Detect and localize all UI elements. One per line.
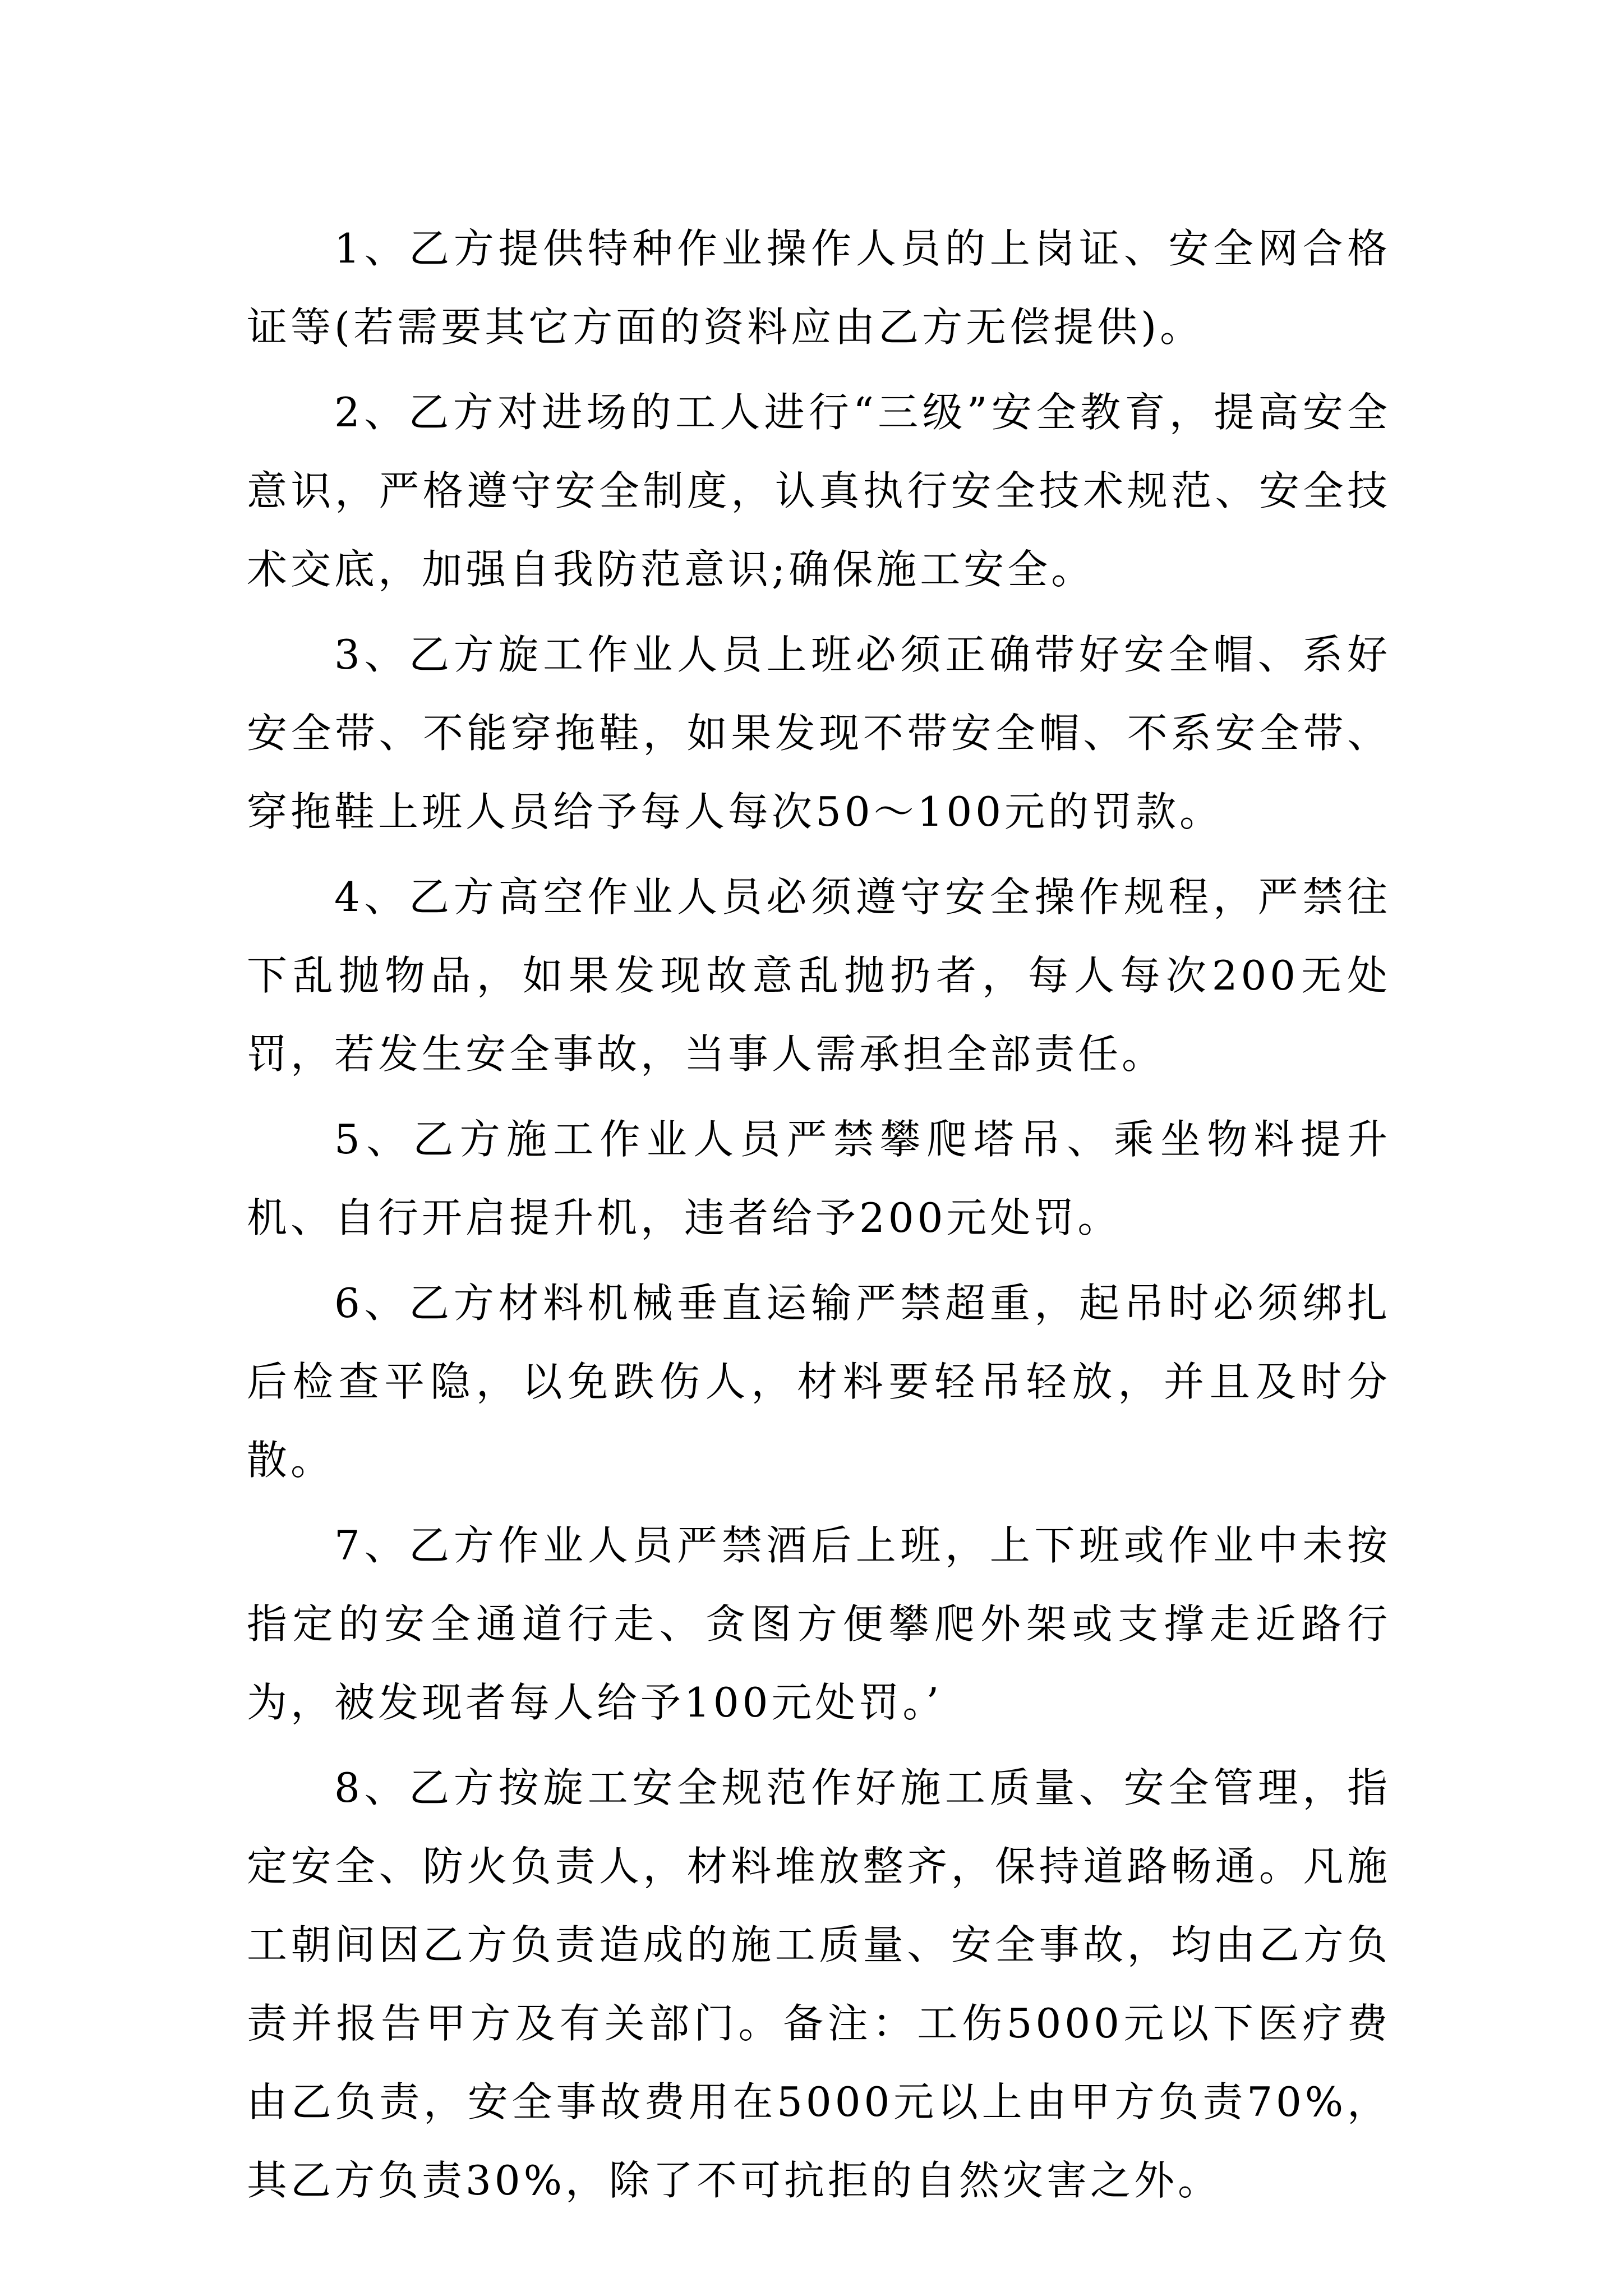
document-body bbox=[247, 209, 1391, 2220]
paragraph-1: 1、乙方提供特种作业操作人员的上岗证、安全网合格证等(若需要其它方面的资料应由乙方无偿提供)。 bbox=[247, 225, 1391, 351]
paragraph-5: 5、乙方施工作业人员严禁攀爬塔吊、乘坐物料提升机、自行开启提升机，违者给予200元处罚。 bbox=[247, 1116, 1391, 1241]
paragraph-4: 4、乙方高空作业人员必须遵守安全操作规程，严禁往下乱抛物品，如果发现故意乱抛扔者，每人每次200无处罚，若发生安全事故，当事人需承担全部责任。 bbox=[247, 873, 1391, 1078]
paragraph-6: 6、乙方材料机械垂直运输严禁超重，起吊时必须绑扎后检查平隐，以免跌伤人，材料要轻吊轻放，并且及时分散。 bbox=[247, 1280, 1391, 1484]
paragraph-7: 7、乙方作业人员严禁酒后上班，上下班或作业中未按指定的安全通道行走、贪图方便攀爬外架或支撑走近路行为，被发现者每人给予100元处罚。’ bbox=[247, 1522, 1391, 1726]
paragraph-2: 2、乙方对进场的工人进行“三级”安全教育，提高安全意识，严格遵守安全制度，认真执行安全技术规范、安全技术交底，加强自我防范意识;确保施工安全。 bbox=[247, 389, 1391, 593]
paragraph-3: 3、乙方旋工作业人员上班必须正确带好安全帽、系好安全带、不能穿拖鞋，如果发现不带安全帽、不系安全带、穿拖鞋上班人员给予每人每次50～100元的罚款。 bbox=[247, 631, 1391, 835]
paragraph-8: 8、乙方按旋工安全规范作好施工质量、安全管理，指定安全、防火负责人，材料堆放整齐，保持道路畅通。凡施工朝间因乙方负责造成的施工质量、安全事故，均由乙方负责并报告甲方及有关部门。备注：工伤5000元以下医疗费由乙负责，安全事故费用在5000元以上由甲方负责70%，其乙方负责30%，除了不可抗拒的自然灾害之外。 bbox=[247, 1764, 1391, 2204]
